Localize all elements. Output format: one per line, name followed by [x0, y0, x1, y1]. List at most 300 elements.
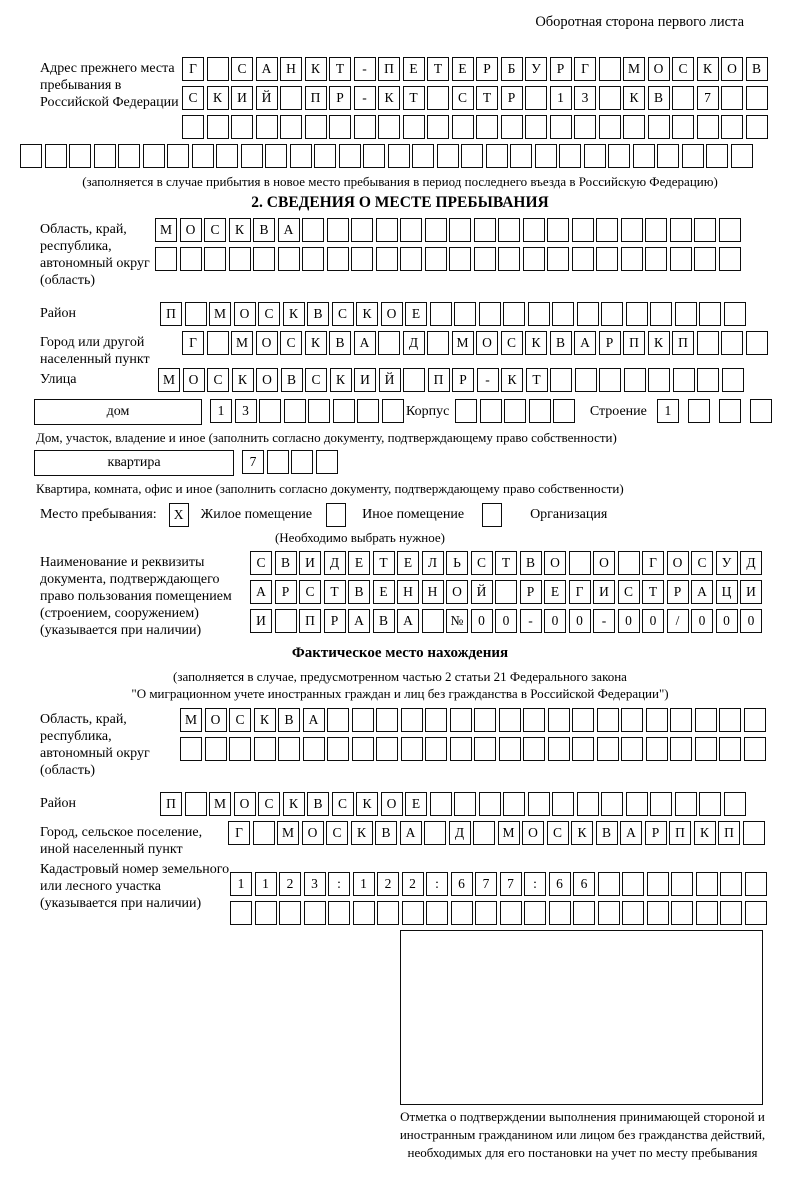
char-cell[interactable] [333, 399, 355, 423]
char-cell[interactable] [504, 399, 526, 423]
char-cell[interactable] [378, 331, 400, 355]
char-cell[interactable]: Е [405, 792, 427, 816]
char-cell[interactable]: 2 [279, 872, 301, 896]
char-cell[interactable]: О [205, 708, 227, 732]
char-cell[interactable]: М [209, 792, 231, 816]
char-cell[interactable]: И [231, 86, 253, 110]
char-cell[interactable]: Й [379, 368, 401, 392]
char-cell[interactable]: - [520, 609, 542, 633]
char-cell[interactable] [382, 399, 404, 423]
char-cell[interactable]: П [305, 86, 327, 110]
char-cell[interactable] [352, 708, 374, 732]
char-cell[interactable] [308, 399, 330, 423]
char-cell[interactable]: 7 [242, 450, 264, 474]
char-cell[interactable] [731, 144, 753, 168]
char-cell[interactable] [291, 450, 313, 474]
char-cell[interactable] [648, 115, 670, 139]
char-cell[interactable]: А [250, 580, 272, 604]
char-cell[interactable]: Е [452, 57, 474, 81]
char-cell[interactable]: С [258, 302, 280, 326]
char-cell[interactable]: Д [449, 821, 471, 845]
char-cell[interactable] [376, 247, 398, 271]
char-cell[interactable] [167, 144, 189, 168]
char-cell[interactable] [672, 86, 694, 110]
char-cell[interactable]: 7 [500, 872, 522, 896]
char-cell[interactable] [650, 302, 672, 326]
char-cell[interactable]: С [672, 57, 694, 81]
char-cell[interactable]: Ь [446, 551, 468, 575]
char-cell[interactable]: П [160, 302, 182, 326]
char-cell[interactable] [650, 792, 672, 816]
char-cell[interactable] [241, 144, 263, 168]
char-cell[interactable] [671, 901, 693, 925]
char-cell[interactable] [621, 247, 643, 271]
char-cell[interactable]: Т [526, 368, 548, 392]
char-cell[interactable] [601, 792, 623, 816]
char-cell[interactable] [278, 247, 300, 271]
char-cell[interactable]: Г [228, 821, 250, 845]
char-cell[interactable] [724, 302, 746, 326]
char-cell[interactable]: С [204, 218, 226, 242]
char-cell[interactable]: О [180, 218, 202, 242]
char-cell[interactable]: Й [256, 86, 278, 110]
char-cell[interactable] [599, 86, 621, 110]
char-cell[interactable]: А [256, 57, 278, 81]
char-cell[interactable] [376, 708, 398, 732]
char-cell[interactable] [673, 368, 695, 392]
char-cell[interactable] [329, 115, 351, 139]
char-cell[interactable] [553, 399, 575, 423]
char-cell[interactable] [648, 368, 670, 392]
char-cell[interactable] [523, 218, 545, 242]
char-cell[interactable]: И [250, 609, 272, 633]
char-cell[interactable] [314, 144, 336, 168]
char-cell[interactable]: В [746, 57, 768, 81]
char-cell[interactable]: Д [403, 331, 425, 355]
char-cell[interactable] [598, 872, 620, 896]
char-cell[interactable]: С [229, 708, 251, 732]
char-cell[interactable] [479, 302, 501, 326]
char-cell[interactable] [425, 218, 447, 242]
char-cell[interactable] [403, 115, 425, 139]
char-cell[interactable]: Р [520, 580, 542, 604]
char-cell[interactable]: : [524, 872, 546, 896]
char-cell[interactable] [670, 737, 692, 761]
char-cell[interactable] [596, 218, 618, 242]
char-cell[interactable] [675, 302, 697, 326]
char-cell[interactable]: Т [495, 551, 517, 575]
char-cell[interactable]: Н [422, 580, 444, 604]
char-cell[interactable]: П [669, 821, 691, 845]
char-cell[interactable] [204, 247, 226, 271]
char-cell[interactable] [657, 144, 679, 168]
char-cell[interactable]: С [452, 86, 474, 110]
char-cell[interactable]: Н [397, 580, 419, 604]
char-cell[interactable]: Т [324, 580, 346, 604]
char-cell[interactable]: В [253, 218, 275, 242]
char-cell[interactable]: С [547, 821, 569, 845]
char-cell[interactable] [498, 247, 520, 271]
char-cell[interactable] [549, 901, 571, 925]
char-cell[interactable] [476, 115, 498, 139]
char-cell[interactable]: В [275, 551, 297, 575]
char-cell[interactable] [425, 737, 447, 761]
char-cell[interactable] [621, 708, 643, 732]
char-cell[interactable]: О [381, 792, 403, 816]
char-cell[interactable] [327, 247, 349, 271]
char-cell[interactable] [327, 708, 349, 732]
char-cell[interactable]: 0 [691, 609, 713, 633]
char-cell[interactable] [480, 399, 502, 423]
char-cell[interactable] [486, 144, 508, 168]
char-cell[interactable] [503, 792, 525, 816]
char-cell[interactable] [501, 115, 523, 139]
char-cell[interactable]: О [381, 302, 403, 326]
char-cell[interactable] [449, 218, 471, 242]
char-cell[interactable]: О [648, 57, 670, 81]
char-cell[interactable]: К [207, 86, 229, 110]
char-cell[interactable]: : [328, 872, 350, 896]
char-cell[interactable] [523, 247, 545, 271]
char-cell[interactable]: Р [550, 57, 572, 81]
char-cell[interactable]: Г [182, 57, 204, 81]
char-cell[interactable]: 6 [451, 872, 473, 896]
char-cell[interactable] [253, 821, 275, 845]
char-cell[interactable] [721, 115, 743, 139]
char-cell[interactable]: В [307, 792, 329, 816]
char-cell[interactable]: К [229, 218, 251, 242]
char-cell[interactable] [670, 708, 692, 732]
char-cell[interactable]: О [667, 551, 689, 575]
char-cell[interactable] [354, 115, 376, 139]
char-cell[interactable] [430, 792, 452, 816]
char-cell[interactable]: 3 [235, 399, 257, 423]
char-cell[interactable]: С [471, 551, 493, 575]
char-cell[interactable] [524, 901, 546, 925]
char-cell[interactable] [192, 144, 214, 168]
char-cell[interactable] [559, 144, 581, 168]
char-cell[interactable] [528, 302, 550, 326]
char-cell[interactable] [618, 551, 640, 575]
char-cell[interactable]: 0 [716, 609, 738, 633]
char-cell[interactable] [255, 901, 277, 925]
char-cell[interactable]: С [691, 551, 713, 575]
char-cell[interactable]: 3 [574, 86, 596, 110]
char-cell[interactable]: 0 [544, 609, 566, 633]
checkbox-residential[interactable]: X [169, 503, 189, 527]
char-cell[interactable] [695, 737, 717, 761]
char-cell[interactable]: Т [642, 580, 664, 604]
char-cell[interactable]: - [593, 609, 615, 633]
char-cell[interactable]: М [452, 331, 474, 355]
char-cell[interactable] [670, 218, 692, 242]
char-cell[interactable] [601, 302, 623, 326]
char-cell[interactable] [523, 737, 545, 761]
char-cell[interactable] [474, 708, 496, 732]
char-cell[interactable] [327, 218, 349, 242]
char-cell[interactable] [455, 399, 477, 423]
char-cell[interactable]: К [356, 792, 378, 816]
char-cell[interactable] [216, 144, 238, 168]
char-cell[interactable]: - [477, 368, 499, 392]
char-cell[interactable]: У [716, 551, 738, 575]
char-cell[interactable]: П [299, 609, 321, 633]
char-cell[interactable] [450, 708, 472, 732]
char-cell[interactable] [256, 115, 278, 139]
char-cell[interactable] [572, 737, 594, 761]
char-cell[interactable] [378, 115, 400, 139]
char-cell[interactable]: К [305, 57, 327, 81]
char-cell[interactable] [230, 901, 252, 925]
char-cell[interactable] [575, 368, 597, 392]
char-cell[interactable] [697, 368, 719, 392]
char-cell[interactable]: О [544, 551, 566, 575]
char-cell[interactable]: О [446, 580, 468, 604]
char-cell[interactable]: : [426, 872, 448, 896]
char-cell[interactable]: Л [422, 551, 444, 575]
char-cell[interactable]: С [250, 551, 272, 575]
char-cell[interactable] [525, 86, 547, 110]
char-cell[interactable] [647, 901, 669, 925]
char-cell[interactable]: Е [544, 580, 566, 604]
char-cell[interactable] [450, 737, 472, 761]
char-cell[interactable]: 1 [255, 872, 277, 896]
char-cell[interactable] [403, 368, 425, 392]
char-cell[interactable] [449, 247, 471, 271]
char-cell[interactable] [573, 901, 595, 925]
char-cell[interactable]: 0 [618, 609, 640, 633]
char-cell[interactable] [721, 331, 743, 355]
char-cell[interactable]: М [498, 821, 520, 845]
char-cell[interactable] [624, 368, 646, 392]
char-cell[interactable] [721, 86, 743, 110]
char-cell[interactable] [498, 218, 520, 242]
char-cell[interactable]: 2 [377, 872, 399, 896]
char-cell[interactable] [278, 737, 300, 761]
char-cell[interactable]: К [283, 792, 305, 816]
char-cell[interactable]: С [305, 368, 327, 392]
char-cell[interactable] [422, 609, 444, 633]
char-cell[interactable] [430, 302, 452, 326]
char-cell[interactable]: П [428, 368, 450, 392]
char-cell[interactable] [572, 247, 594, 271]
char-cell[interactable] [719, 399, 741, 423]
char-cell[interactable] [452, 115, 474, 139]
char-cell[interactable] [426, 901, 448, 925]
char-cell[interactable] [547, 247, 569, 271]
char-cell[interactable]: М [277, 821, 299, 845]
char-cell[interactable] [229, 737, 251, 761]
char-cell[interactable]: В [375, 821, 397, 845]
char-cell[interactable] [572, 218, 594, 242]
char-cell[interactable] [185, 792, 207, 816]
char-cell[interactable]: Е [403, 57, 425, 81]
char-cell[interactable]: П [160, 792, 182, 816]
char-cell[interactable] [376, 218, 398, 242]
char-cell[interactable] [259, 399, 281, 423]
char-cell[interactable] [302, 247, 324, 271]
char-cell[interactable] [427, 331, 449, 355]
char-cell[interactable]: Д [740, 551, 762, 575]
char-cell[interactable]: А [574, 331, 596, 355]
char-cell[interactable] [118, 144, 140, 168]
char-cell[interactable]: А [303, 708, 325, 732]
char-cell[interactable] [599, 368, 621, 392]
char-cell[interactable] [424, 821, 446, 845]
char-cell[interactable] [572, 708, 594, 732]
char-cell[interactable] [552, 792, 574, 816]
char-cell[interactable] [719, 708, 741, 732]
char-cell[interactable]: Ц [716, 580, 738, 604]
char-cell[interactable]: П [672, 331, 694, 355]
char-cell[interactable] [451, 901, 473, 925]
char-cell[interactable]: № [446, 609, 468, 633]
char-cell[interactable]: 0 [569, 609, 591, 633]
char-cell[interactable] [185, 302, 207, 326]
char-cell[interactable] [550, 115, 572, 139]
char-cell[interactable] [500, 901, 522, 925]
char-cell[interactable]: 0 [471, 609, 493, 633]
char-cell[interactable] [622, 872, 644, 896]
char-cell[interactable]: М [155, 218, 177, 242]
char-cell[interactable]: Р [324, 609, 346, 633]
char-cell[interactable] [207, 115, 229, 139]
char-cell[interactable] [694, 247, 716, 271]
char-cell[interactable]: С [299, 580, 321, 604]
char-cell[interactable]: О [256, 331, 278, 355]
char-cell[interactable]: М [158, 368, 180, 392]
char-cell[interactable]: Т [373, 551, 395, 575]
char-cell[interactable] [275, 609, 297, 633]
char-cell[interactable]: К [232, 368, 254, 392]
char-cell[interactable]: С [332, 792, 354, 816]
char-cell[interactable]: Т [329, 57, 351, 81]
char-cell[interactable]: С [258, 792, 280, 816]
char-cell[interactable] [412, 144, 434, 168]
char-cell[interactable] [720, 901, 742, 925]
char-cell[interactable]: В [550, 331, 572, 355]
char-cell[interactable] [377, 901, 399, 925]
char-cell[interactable] [304, 901, 326, 925]
char-cell[interactable]: К [623, 86, 645, 110]
char-cell[interactable] [547, 218, 569, 242]
char-cell[interactable]: 1 [210, 399, 232, 423]
char-cell[interactable] [351, 218, 373, 242]
char-cell[interactable]: Р [329, 86, 351, 110]
char-cell[interactable]: С [182, 86, 204, 110]
char-cell[interactable] [626, 302, 648, 326]
checkbox-other-premises[interactable] [326, 503, 346, 527]
char-cell[interactable] [745, 872, 767, 896]
char-cell[interactable] [623, 115, 645, 139]
char-cell[interactable] [577, 302, 599, 326]
char-cell[interactable] [207, 331, 229, 355]
char-cell[interactable]: 3 [304, 872, 326, 896]
char-cell[interactable]: / [667, 609, 689, 633]
char-cell[interactable] [207, 57, 229, 81]
char-cell[interactable]: Р [275, 580, 297, 604]
char-cell[interactable]: Й [471, 580, 493, 604]
char-cell[interactable]: В [596, 821, 618, 845]
char-cell[interactable]: Г [642, 551, 664, 575]
char-cell[interactable]: А [354, 331, 376, 355]
char-cell[interactable] [305, 115, 327, 139]
char-cell[interactable] [621, 218, 643, 242]
char-cell[interactable]: С [231, 57, 253, 81]
char-cell[interactable]: Г [569, 580, 591, 604]
char-cell[interactable] [94, 144, 116, 168]
char-cell[interactable] [401, 737, 423, 761]
char-cell[interactable] [180, 737, 202, 761]
char-cell[interactable]: К [305, 331, 327, 355]
char-cell[interactable] [523, 708, 545, 732]
char-cell[interactable]: 0 [740, 609, 762, 633]
char-cell[interactable] [253, 247, 275, 271]
char-cell[interactable] [645, 218, 667, 242]
char-cell[interactable]: Т [476, 86, 498, 110]
char-cell[interactable] [265, 144, 287, 168]
char-cell[interactable]: В [520, 551, 542, 575]
char-cell[interactable]: С [280, 331, 302, 355]
char-cell[interactable]: А [278, 218, 300, 242]
char-cell[interactable]: Р [501, 86, 523, 110]
char-cell[interactable] [229, 247, 251, 271]
char-cell[interactable] [688, 399, 710, 423]
char-cell[interactable] [69, 144, 91, 168]
char-cell[interactable]: А [348, 609, 370, 633]
char-cell[interactable] [499, 708, 521, 732]
char-cell[interactable] [231, 115, 253, 139]
char-cell[interactable] [376, 737, 398, 761]
char-cell[interactable] [597, 737, 619, 761]
char-cell[interactable]: У [525, 57, 547, 81]
char-cell[interactable] [474, 247, 496, 271]
char-cell[interactable]: О [256, 368, 278, 392]
char-cell[interactable] [696, 872, 718, 896]
char-cell[interactable] [499, 737, 521, 761]
char-cell[interactable]: 0 [495, 609, 517, 633]
char-cell[interactable]: К [525, 331, 547, 355]
char-cell[interactable] [675, 792, 697, 816]
char-cell[interactable]: Т [403, 86, 425, 110]
char-cell[interactable] [746, 86, 768, 110]
char-cell[interactable] [724, 792, 746, 816]
char-cell[interactable] [461, 144, 483, 168]
char-cell[interactable] [577, 792, 599, 816]
char-cell[interactable] [284, 399, 306, 423]
char-cell[interactable]: К [378, 86, 400, 110]
char-cell[interactable]: Р [667, 580, 689, 604]
char-cell[interactable] [743, 821, 765, 845]
char-cell[interactable]: Е [348, 551, 370, 575]
char-cell[interactable]: 0 [642, 609, 664, 633]
char-cell[interactable]: 7 [475, 872, 497, 896]
char-cell[interactable] [599, 115, 621, 139]
char-cell[interactable] [388, 144, 410, 168]
char-cell[interactable]: Г [574, 57, 596, 81]
char-cell[interactable]: О [721, 57, 743, 81]
char-cell[interactable] [529, 399, 551, 423]
char-cell[interactable] [646, 708, 668, 732]
char-cell[interactable]: К [697, 57, 719, 81]
char-cell[interactable] [696, 901, 718, 925]
char-cell[interactable]: П [623, 331, 645, 355]
char-cell[interactable] [327, 737, 349, 761]
char-cell[interactable] [745, 901, 767, 925]
char-cell[interactable]: К [283, 302, 305, 326]
char-cell[interactable] [510, 144, 532, 168]
char-cell[interactable]: Е [373, 580, 395, 604]
